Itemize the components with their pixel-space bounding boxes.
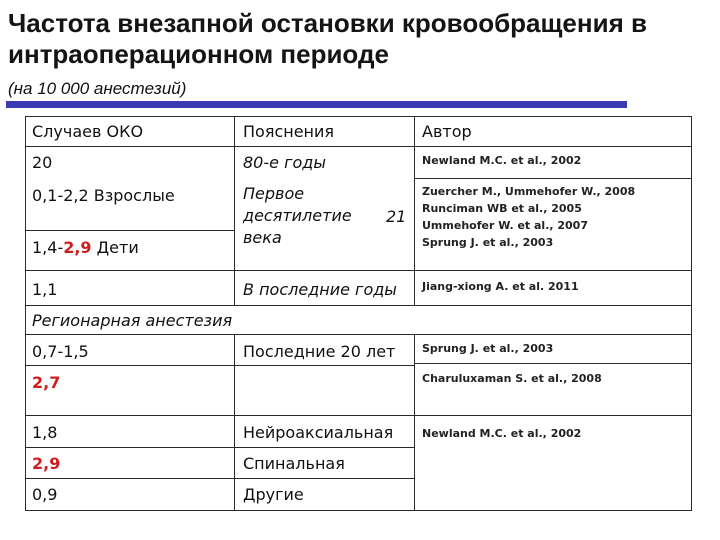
header-notes: Пояснения [243, 122, 335, 141]
column-divider [234, 116, 235, 306]
author-value: Zuercher M., Ummehofer W., 2008 [422, 185, 636, 198]
cases-highlight: 2,9 [63, 238, 92, 257]
subtitle: (на 10 000 анестезий) [8, 79, 187, 98]
table-border-left [25, 116, 26, 511]
row-divider [25, 334, 692, 335]
author-value: Sprung J. et al., 2003 [422, 236, 554, 249]
row-divider [25, 270, 692, 271]
column-divider [234, 334, 235, 511]
section-regional-anesthesia: Регионарная анестезия [32, 311, 233, 330]
notes-value-line3: века [243, 228, 282, 247]
notes-value-century: 21 [386, 207, 407, 226]
cases-suffix: Дети [91, 238, 139, 257]
cases-value-highlight: 2,7 [32, 373, 61, 392]
notes-value: В последние годы [243, 280, 397, 299]
cases-prefix: 1,4- [32, 238, 64, 257]
cases-value: 1,1 [32, 280, 58, 299]
row-divider [25, 478, 414, 479]
notes-value: 80-е годы [243, 153, 326, 172]
notes-value: Последние 20 лет [243, 342, 396, 361]
row-divider [25, 415, 692, 416]
cases-value: 1,8 [32, 423, 58, 442]
notes-value-line2: десятилетие [243, 206, 352, 225]
page-title: Частота внезапной остановки кровообращения в интраоперационном периоде [8, 8, 647, 69]
table-border-bottom [25, 510, 692, 511]
row-divider [414, 363, 692, 364]
cases-value-highlight: 2,9 [32, 454, 61, 473]
cases-value: 0,7-1,5 [32, 342, 89, 361]
author-value: Runciman WB et al., 2005 [422, 202, 582, 215]
row-divider [25, 146, 692, 147]
header-author: Автор [422, 122, 472, 141]
cases-value: 20 [32, 153, 53, 172]
author-value: Newland M.C. et al., 2002 [422, 154, 582, 167]
row-divider [25, 230, 234, 231]
column-divider [414, 334, 415, 511]
author-value: Jiang-xiong A. et al. 2011 [422, 280, 579, 293]
notes-value: Нейроаксиальная [243, 423, 394, 442]
header-cases: Случаев ОКО [32, 122, 144, 141]
author-value: Charuluxaman S. et al., 2008 [422, 372, 602, 385]
row-divider [25, 447, 414, 448]
cases-value: 0,1-2,2 Взрослые [32, 186, 175, 205]
table-border-top [25, 116, 692, 117]
cases-value-children [32, 238, 139, 258]
notes-value: Спинальная [243, 454, 345, 473]
author-value: Sprung J. et al., 2003 [422, 342, 554, 355]
table-border-right [691, 116, 692, 511]
author-value: Ummehofer W. et al., 2007 [422, 219, 588, 232]
notes-value: Другие [243, 485, 304, 504]
column-divider [414, 116, 415, 306]
cases-value: 0,9 [32, 485, 58, 504]
row-divider [25, 305, 692, 306]
row-divider [414, 178, 692, 179]
row-divider [25, 365, 414, 366]
notes-value-line1: Первое [243, 184, 305, 203]
author-value: Newland M.C. et al., 2002 [422, 427, 582, 440]
